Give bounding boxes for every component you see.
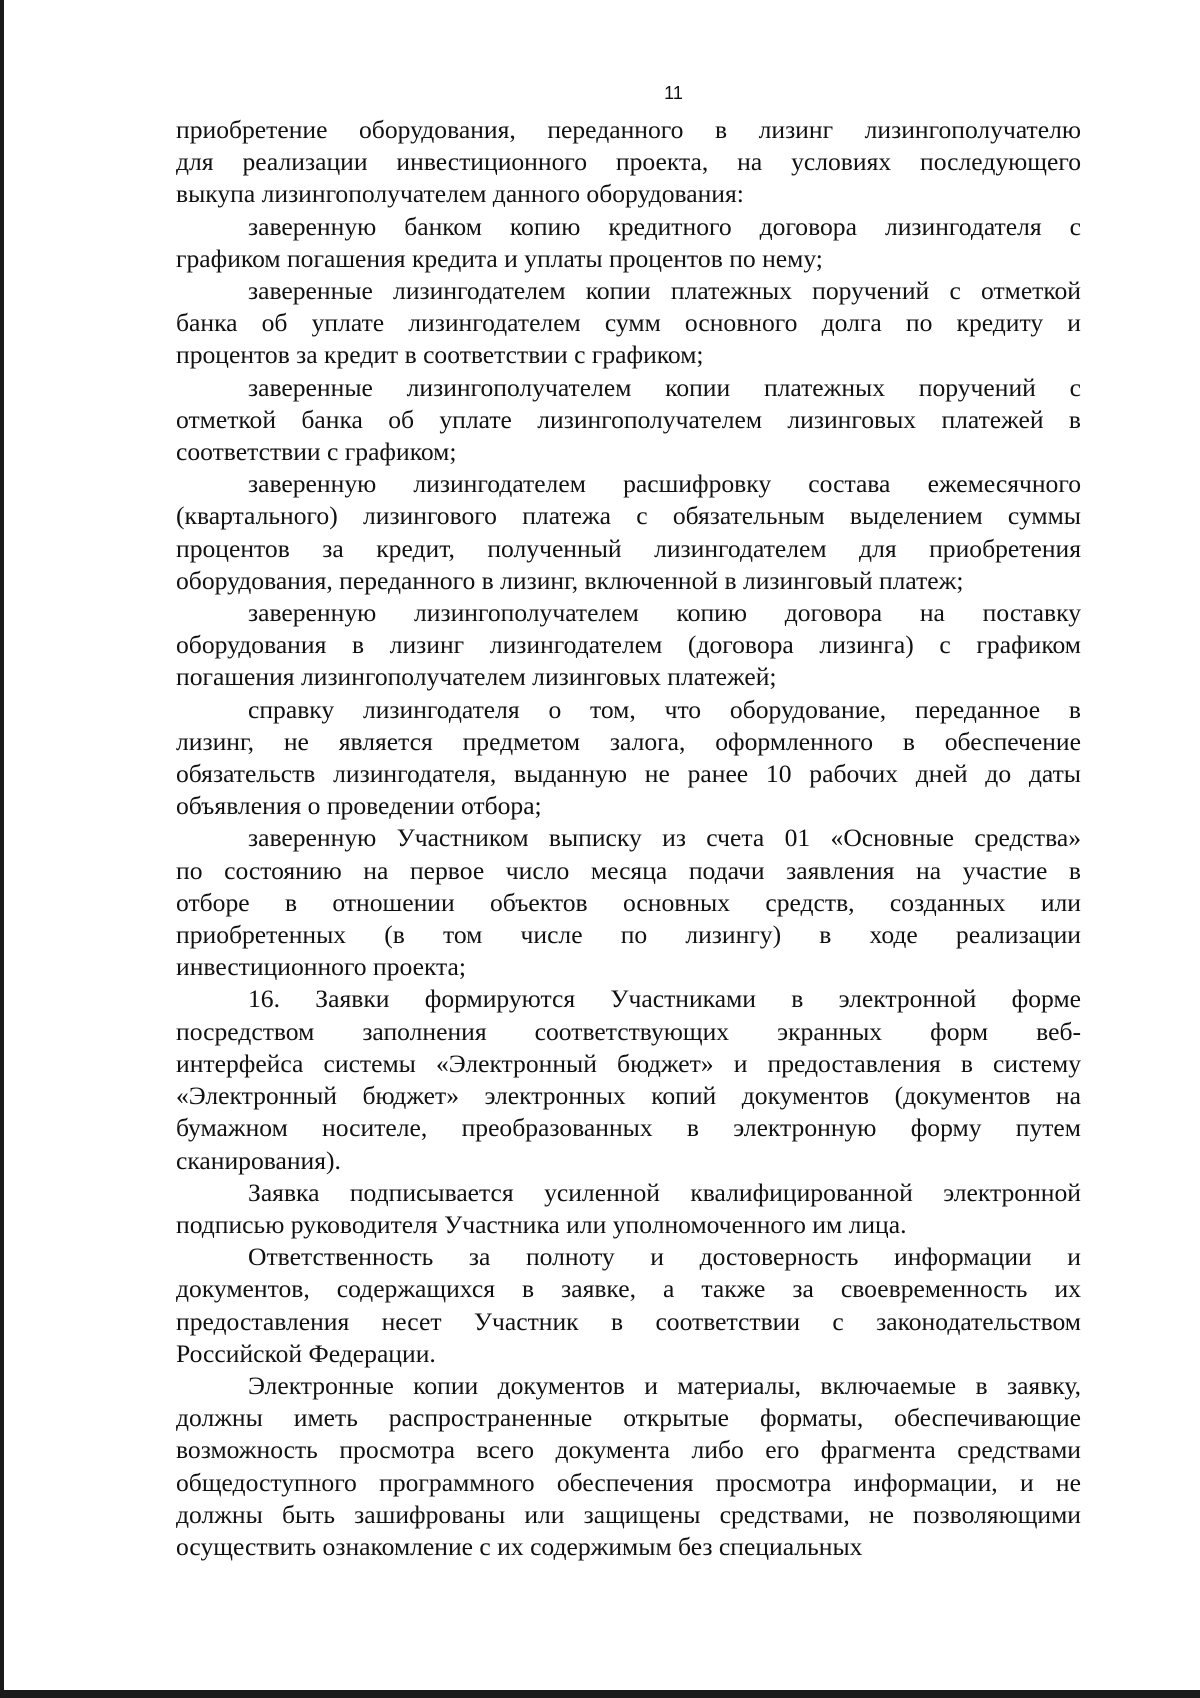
text-line: лизинг, не является предметом залога, оформленного в обеспечение [176, 726, 1081, 756]
scan-edge-bottom [0, 1690, 1200, 1698]
text-line: обязательств лизингодателя, выданную не ранее 10 рабочих дней до даты [176, 759, 1081, 789]
text-line: заверенную лизингодателем расшифровку состава ежемесячного [248, 469, 1081, 499]
text-line: заверенную Участником выписку из счета 01 «Основные средства» [248, 823, 1081, 853]
text-line: документов, содержащихся в заявке, а также за своевременность их [176, 1274, 1081, 1304]
text-line: инвестиционного проекта; [176, 952, 467, 982]
text-line: «Электронный бюджет» электронных копий документов (документов на [176, 1081, 1081, 1111]
text-line: заверенные лизингополучателем копии платежных поручений с [248, 372, 1081, 402]
text-line: заверенные лизингодателем копии платежных поручений с отметкой [248, 276, 1081, 306]
text-line: справку лизингодателя о том, что оборудование, переданное в [248, 694, 1081, 724]
paragraph [176, 597, 1081, 694]
text-line: выкупа лизингополучателем данного оборудования: [176, 179, 744, 209]
text-line: общедоступного программного обеспечения просмотра информации, и не [176, 1467, 1081, 1497]
text-line: Российской Федерации. [176, 1338, 436, 1368]
text-line: банка об уплате лизингодателем сумм основного долга по кредиту и [176, 308, 1081, 338]
paragraph [176, 275, 1081, 372]
text-line: заверенную лизингополучателем копию договора на поставку [248, 598, 1081, 628]
text-line: должны быть зашифрованы или защищены средствами, не позволяющими [176, 1499, 1081, 1529]
text-line: оборудования, переданного в лизинг, включенной в лизинговый платеж; [176, 565, 964, 595]
scan-edge-left [0, 0, 4, 1698]
document-page [176, 82, 1081, 1563]
text-line: интерфейса системы «Электронный бюджет» и предоставления в систему [176, 1048, 1081, 1078]
text-line: посредством заполнения соответствующих экранных форм веб- [176, 1016, 1081, 1046]
text-line: приобретенных (в том числе по лизингу) в ходе реализации [176, 920, 1081, 950]
text-line: Электронные копии документов и материалы, включаемые в заявку, [248, 1370, 1081, 1400]
paragraph [176, 1241, 1081, 1370]
text-line: (квартального) лизингового платежа с обязательным выделением суммы [176, 501, 1081, 531]
text-line: бумажном носителе, преобразованных в электронную форму путем [176, 1113, 1081, 1143]
paragraph [176, 468, 1081, 597]
text-line: по состоянию на первое число месяца подачи заявления на участие в [176, 855, 1081, 885]
text-line: объявления о проведении отбора; [176, 791, 542, 821]
text-line: заверенную банком копию кредитного договора лизингодателя с [248, 211, 1081, 241]
text-line: приобретение оборудования, переданного в лизинг лизингополучателю [176, 115, 1081, 144]
text-line: для реализации инвестиционного проекта, на условиях последующего [176, 147, 1081, 177]
text-line: возможность просмотра всего документа либо его фрагмента средствами [176, 1435, 1081, 1465]
paragraph [176, 114, 1081, 211]
text-line: должны иметь распространенные открытые форматы, обеспечивающие [176, 1403, 1081, 1433]
text-line: 16. Заявки формируются Участниками в электронной форме [248, 984, 1081, 1014]
text-line: Ответственность за полноту и достоверность информации и [248, 1242, 1081, 1272]
text-line: процентов за кредит в соответствии с графиком; [176, 340, 704, 370]
paragraph [176, 372, 1081, 469]
text-line: сканирования). [176, 1145, 341, 1175]
text-line: погашения лизингополучателем лизинговых платежей; [176, 662, 777, 692]
paragraph [176, 694, 1081, 823]
text-line: отборе в отношении объектов основных средств, созданных или [176, 887, 1081, 917]
text-line: осуществить ознакомление с их содержимым без специальных [176, 1531, 863, 1561]
text-line: Заявка подписывается усиленной квалифицированной электронной [248, 1177, 1081, 1207]
paragraph [176, 1177, 1081, 1241]
text-line: предоставления несет Участник в соответствии с законодательством [176, 1306, 1081, 1336]
paragraph [176, 983, 1081, 1176]
text-line: отметкой банка об уплате лизингополучателем лизинговых платежей в [176, 404, 1081, 434]
paragraph [176, 211, 1081, 275]
text-line: графиком погашения кредита и уплаты процентов по нему; [176, 243, 823, 273]
text-line: оборудования в лизинг лизингодателем (договора лизинга) с графиком [176, 630, 1081, 660]
document-body [176, 114, 1081, 1563]
text-line: подписью руководителя Участника или уполномоченного им лица. [176, 1209, 907, 1239]
text-line: процентов за кредит, полученный лизингодателем для приобретения [176, 533, 1081, 563]
text-line: соответствии с графиком; [176, 437, 457, 467]
paragraph [176, 822, 1081, 983]
paragraph [176, 1370, 1081, 1563]
page-number: 11 [664, 83, 683, 103]
